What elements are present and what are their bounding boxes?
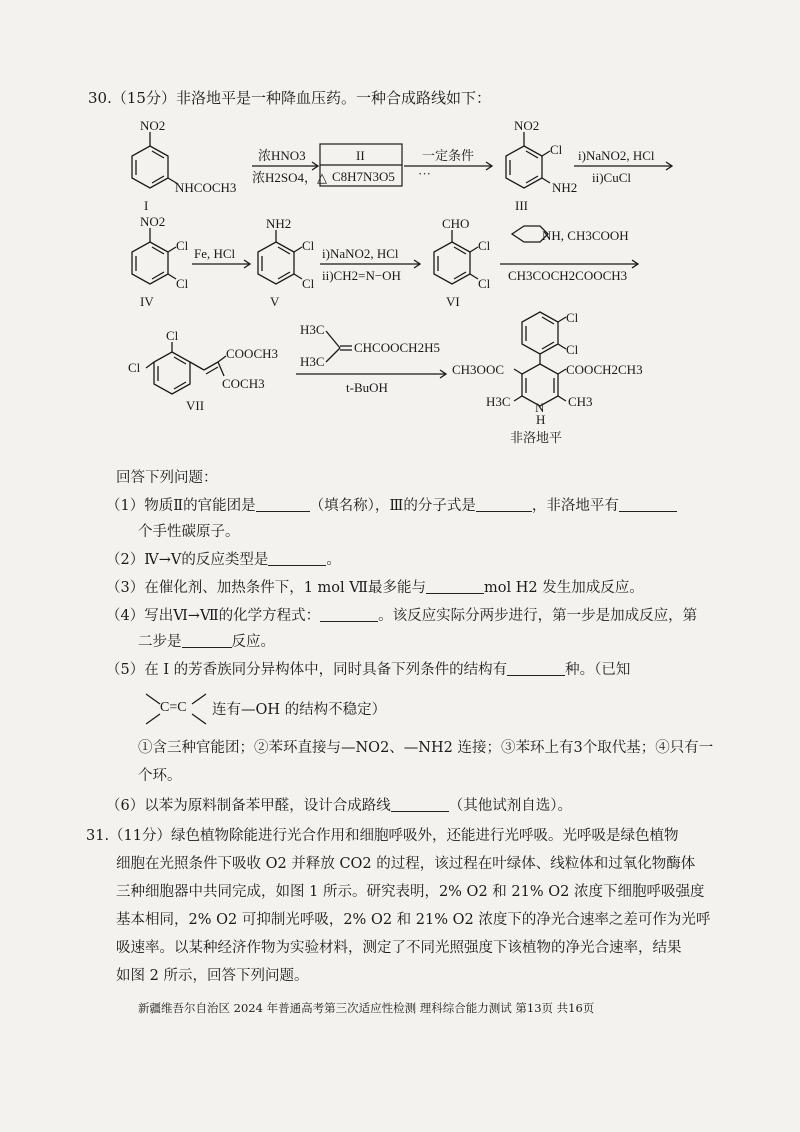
sub1-blank-2[interactable] xyxy=(476,497,532,512)
sub1-part-c: ，非洛地平有 xyxy=(531,498,619,514)
III-cl: Cl xyxy=(550,142,563,157)
step7-h3c-bottom: H3C xyxy=(300,354,325,369)
step3-reagent-top: i)NaNO2, HCl xyxy=(578,148,655,163)
IV-cl-2: Cl xyxy=(176,276,189,291)
q31-line-3: 三种细胞器中共同完成，如图 1 所示。研究表明，2% O2 和 21% O2 浓度下细胞呼吸强度 xyxy=(116,884,705,900)
sub-question-1 xyxy=(106,496,677,516)
VI-cl-2: Cl xyxy=(478,276,491,291)
q31-line-1: 31.（11分）绿色植物除能进行光合作用和细胞呼吸外，还能进行光呼吸。光呼吸是绿色植物 xyxy=(86,828,679,844)
sub2-part-b: 。 xyxy=(326,552,341,568)
VII-cl-left: Cl xyxy=(128,360,141,375)
V-nh2: NH2 xyxy=(266,216,292,231)
q31-line-6: 如图 2 所示，回答下列问题。 xyxy=(116,968,309,984)
sub1-part-d: 个手性碳原子。 xyxy=(138,524,240,540)
step5-reagent-top: i)NaNO2, HCl xyxy=(322,246,399,261)
sub3-part-a: （3）在催化剂、加热条件下，1 mol Ⅶ最多能与 xyxy=(106,580,426,596)
sub4-part-b: 。该反应实际分两步进行，第一步是加成反应，第 xyxy=(378,608,698,624)
prod-h3c: H3C xyxy=(486,394,511,409)
prod-cooch2ch3: COOCH2CH3 xyxy=(566,362,643,377)
synthesis-scheme xyxy=(0,0,800,460)
prod-ch3: CH3 xyxy=(568,394,593,409)
sub1-blank-1[interactable] xyxy=(256,497,310,512)
VII-coch3: COCH3 xyxy=(222,376,265,391)
step5-reagent-bottom: ii)CH2=N−OH xyxy=(322,268,401,283)
label-I: I xyxy=(144,198,149,213)
sub4-part-a: （4）写出Ⅵ→Ⅶ的化学方程式： xyxy=(106,608,321,624)
step7-h3c-top: H3C xyxy=(300,322,325,337)
step1-reagent-top: 浓HNO3 xyxy=(258,148,306,163)
sub1-part-a: （1）物质Ⅱ的官能团是 xyxy=(106,498,256,514)
sub5-part-c: 连有—OH 的结构不稳定） xyxy=(212,702,387,718)
sub4-blank-2[interactable] xyxy=(182,633,232,648)
step4-reagent: Fe, HCl xyxy=(194,246,236,261)
sub2-part-a: （2）Ⅳ→Ⅴ的反应类型是 xyxy=(106,552,269,568)
step7-reagent-bottom: t-BuOH xyxy=(346,380,388,395)
cc-double-bond: C=C xyxy=(160,700,187,715)
sub4-part-d: 反应。 xyxy=(231,634,275,650)
VI-cho: CHO xyxy=(442,216,470,231)
compound-VII-structure xyxy=(146,342,226,394)
q30-header: 30.（15分）非洛地平是一种降血压药。一种合成路线如下： xyxy=(88,89,491,107)
label-V: V xyxy=(270,294,280,309)
step2-dots: ··· xyxy=(418,166,431,181)
compound-VI-structure xyxy=(434,230,478,284)
IV-cl-1: Cl xyxy=(176,238,189,253)
V-cl-1: Cl xyxy=(302,238,315,253)
sub-question-6 xyxy=(106,796,572,816)
sub5-part-b: 种。（已知 xyxy=(565,662,631,678)
VII-cl-top: Cl xyxy=(166,328,179,343)
prod-cl-1: Cl xyxy=(566,310,579,325)
step2-reagent: 一定条件 xyxy=(422,148,475,163)
sub-question-3 xyxy=(106,578,644,598)
page-footer: 新疆维吾尔自治区 2024 年普通高考第三次适应性检测 理科综合能力测试 第13页 共16页 xyxy=(138,1001,595,1015)
step1-reagent-bottom: 浓H2SO4，△ xyxy=(252,170,328,185)
compound-III-structure xyxy=(506,132,550,188)
label-product: 非洛地平 xyxy=(510,430,563,445)
box-II-formula: C8H7N3O5 xyxy=(332,169,395,184)
compound-I-structure xyxy=(132,132,178,188)
sub4-blank-1[interactable] xyxy=(320,607,378,622)
step6-reagent-top: NH, CH3COOH xyxy=(542,228,629,243)
sub5-conditions: ①含三种官能团；②苯环直接与—NO2、—NH2 连接；③苯环上有3个取代基；④只有一 xyxy=(138,740,714,756)
step3-reagent-bottom: ii)CuCl xyxy=(592,170,632,185)
IV-no2: NO2 xyxy=(140,214,166,229)
sub5-conditions-2: 个环。 xyxy=(138,768,182,784)
I-nhcoch3: NHCOCH3 xyxy=(175,180,237,195)
sub4-line-2 xyxy=(138,632,275,652)
V-cl-2: Cl xyxy=(302,276,315,291)
prod-ch3ooc: CH3OOC xyxy=(452,362,505,377)
III-no2: NO2 xyxy=(514,118,540,133)
sub6-blank[interactable] xyxy=(391,797,449,812)
sub3-part-b: mol H2 发生加成反应。 xyxy=(484,580,644,596)
step6-reagent-bottom: CH3COCH2COOCH3 xyxy=(508,268,628,283)
label-IV: IV xyxy=(140,294,154,309)
sub-question-5 xyxy=(106,660,630,680)
label-VII: VII xyxy=(186,398,205,413)
I-no2: NO2 xyxy=(140,118,166,133)
VI-cl-1: Cl xyxy=(478,238,491,253)
prod-h: H xyxy=(536,412,546,427)
sub1-part-b: （填名称），Ⅲ的分子式是 xyxy=(309,498,476,514)
felodipine-structure xyxy=(514,312,566,406)
VII-cooch3: COOCH3 xyxy=(226,346,279,361)
sub-question-4 xyxy=(106,606,697,626)
label-VI: VI xyxy=(446,294,460,309)
step7-reagent-top: CHCOOCH2H5 xyxy=(354,340,440,355)
q31-line-2: 细胞在光照条件下吸收 O2 并释放 CO2 的过程，该过程在叶绿体、线粒体和过氧化物酶体 xyxy=(116,856,696,872)
sub5-blank[interactable] xyxy=(507,661,565,676)
compound-IV-structure xyxy=(132,228,176,284)
compound-V-structure xyxy=(258,230,302,284)
sub6-part-a: （6）以苯为原料制备苯甲醛，设计合成路线 xyxy=(106,798,391,814)
prod-cl-2: Cl xyxy=(566,342,579,357)
sub5-part-a: （5）在 Ⅰ 的芳香族同分异构体中，同时具备下列条件的结构有 xyxy=(106,662,508,678)
sub4-part-c: 二步是 xyxy=(138,634,182,650)
sub1-blank-3[interactable] xyxy=(619,497,677,512)
sub2-blank[interactable] xyxy=(268,551,326,566)
sub6-part-b: （其他试剂自选）。 xyxy=(448,798,572,814)
label-III: III xyxy=(515,198,528,213)
sub3-blank[interactable] xyxy=(426,579,484,594)
sub-question-2 xyxy=(106,550,341,570)
answer-intro: 回答下列问题： xyxy=(116,470,218,486)
box-II-label: II xyxy=(356,148,365,163)
prod-n: N xyxy=(535,400,545,415)
III-nh2: NH2 xyxy=(552,180,578,195)
q31-line-4: 基本相同，2% O2 可抑制光呼吸，2% O2 和 21% O2 浓度下的净光合速率之差可作为光呼 xyxy=(116,912,711,928)
q31-line-5: 吸速率。以某种经济作物为实验材料，测定了不同光照强度下该植物的净光合速率，结果 xyxy=(116,940,682,956)
